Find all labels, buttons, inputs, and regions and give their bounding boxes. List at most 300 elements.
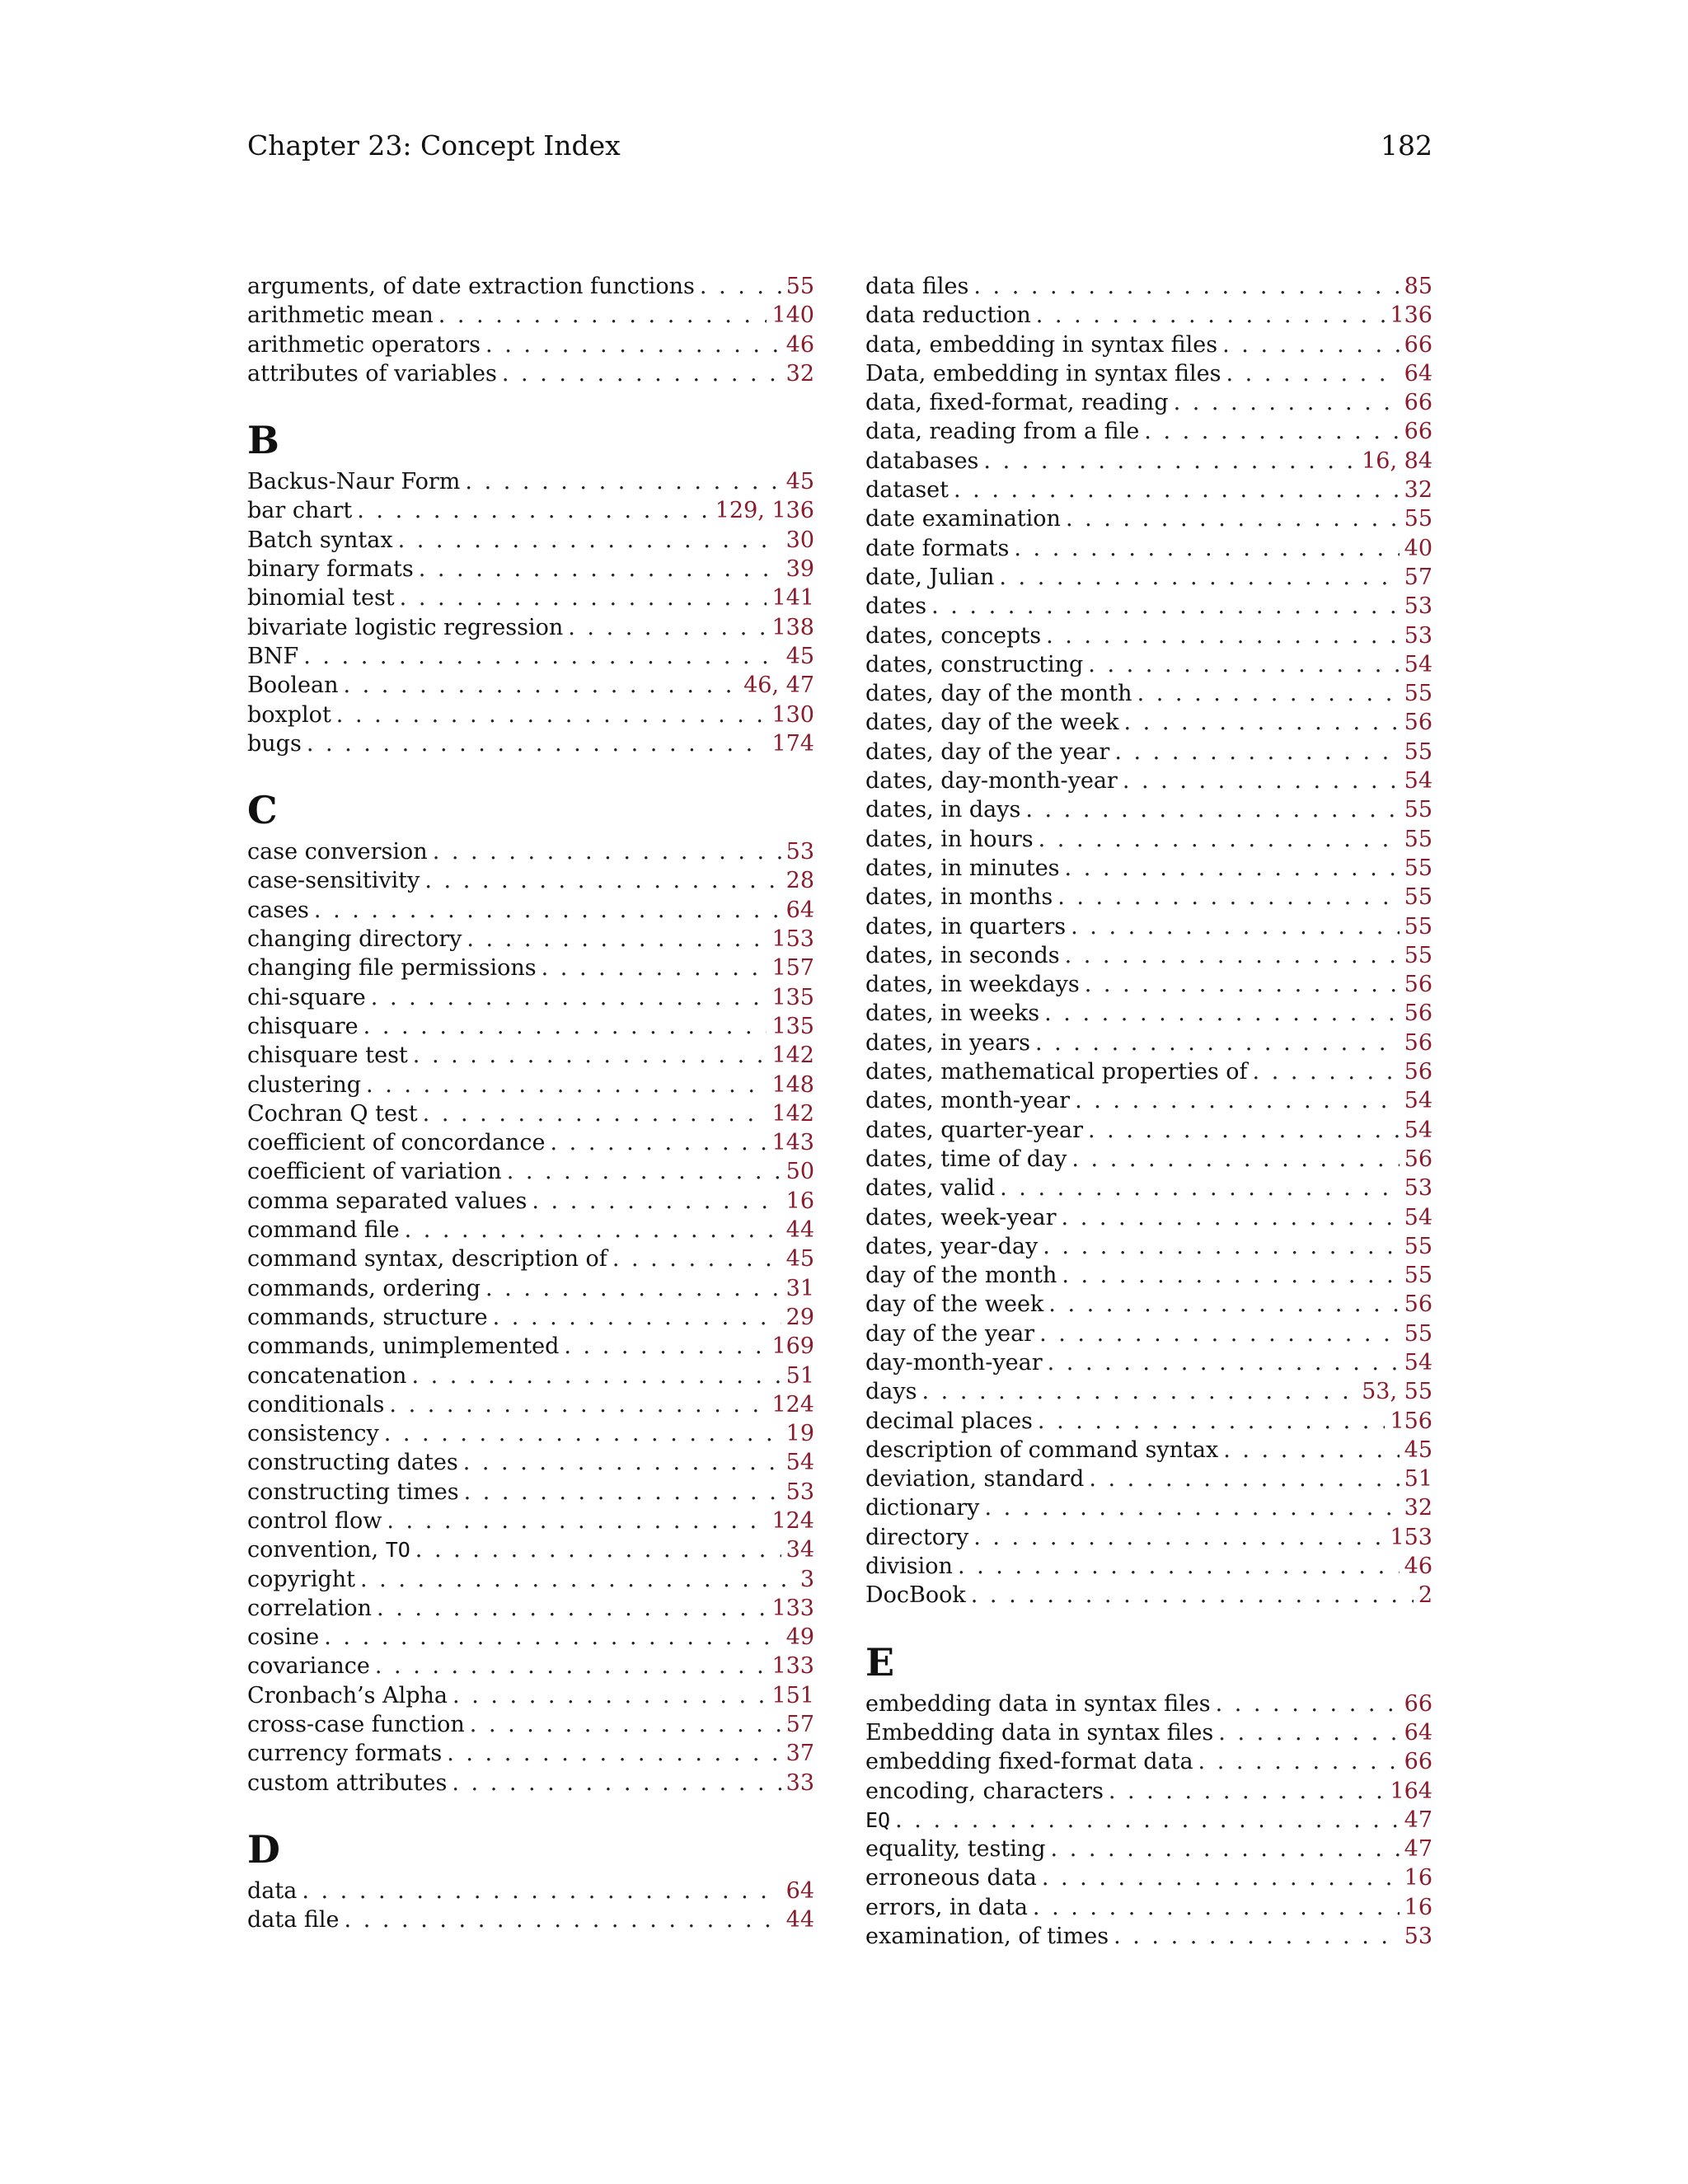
dot-leader (973, 1523, 1385, 1552)
page-refs (1404, 1465, 1432, 1493)
page-refs (786, 330, 814, 359)
index-letter-heading: E (865, 1639, 895, 1685)
page-refs (786, 1769, 814, 1797)
index-term: encoding, characters (865, 1778, 1104, 1804)
index-term: data file (247, 1907, 340, 1933)
page-refs (1404, 1552, 1432, 1581)
dot-leader (1088, 1116, 1400, 1145)
page-link[interactable]: 46 (743, 673, 772, 699)
index-entry (865, 1863, 1432, 1892)
page-link[interactable]: 16 (1404, 1894, 1432, 1920)
page-link[interactable]: 55 (1404, 506, 1432, 532)
page-refs (1404, 504, 1432, 533)
page-link[interactable]: 153 (1390, 1524, 1432, 1550)
page-link[interactable]: 133 (771, 1653, 814, 1680)
page-link[interactable]: 129 (715, 498, 758, 524)
page-link[interactable]: 16 (785, 1188, 814, 1214)
page-refs: 16, 84 (1362, 448, 1432, 474)
page-refs (786, 1419, 814, 1448)
index-entry (865, 1029, 1432, 1057)
page-link[interactable]: 55 (785, 274, 814, 299)
index-term: embedding data in syntax files (865, 1690, 1211, 1717)
index-entry (247, 1157, 814, 1186)
page-link[interactable]: 29 (785, 1304, 814, 1330)
index-term: date, Julian (865, 564, 995, 590)
dot-leader (366, 1071, 767, 1099)
page-refs (786, 1739, 814, 1768)
index-entry (247, 1187, 814, 1216)
page-link[interactable]: 19 (785, 1421, 814, 1447)
index-term: copyright (247, 1566, 355, 1592)
index-entry (247, 1565, 814, 1594)
page-refs: 46, 47 (743, 673, 814, 699)
index-entry (865, 738, 1432, 766)
page-refs (786, 896, 814, 925)
page-link[interactable]: 64 (1404, 360, 1432, 387)
index-term: dates, quarter-year (865, 1117, 1084, 1143)
index-entry (865, 941, 1432, 970)
page-link[interactable]: 47 (1404, 1836, 1432, 1863)
index-term: dates, time of day (865, 1146, 1067, 1172)
dot-leader (485, 1274, 781, 1303)
page-link[interactable]: 50 (785, 1159, 814, 1185)
index-term: dates, mathematical properties of (865, 1059, 1248, 1085)
page-header (247, 129, 1432, 162)
index-term: Embedding data in syntax files (865, 1719, 1214, 1746)
index-entry (247, 555, 814, 583)
index-entry (247, 1769, 814, 1797)
dot-leader (1114, 1922, 1400, 1951)
page-link[interactable]: 84 (1404, 448, 1432, 474)
page-link[interactable]: 64 (1404, 1719, 1432, 1746)
index-entry (247, 837, 814, 866)
dot-leader (1048, 1290, 1399, 1319)
dot-leader (1066, 504, 1400, 533)
index-term: cosine (247, 1624, 320, 1651)
page-refs (1404, 1086, 1432, 1115)
page-refs (800, 1565, 814, 1594)
index-entry (865, 504, 1432, 533)
dot-leader (363, 1012, 767, 1041)
index-term: custom attributes (247, 1769, 448, 1796)
dot-leader (423, 1099, 767, 1128)
page-link[interactable]: 136 (771, 498, 814, 524)
page-link[interactable]: 46 (785, 331, 814, 358)
index-entry (247, 496, 814, 525)
index-entry (865, 563, 1432, 592)
index-term: dates, in years (865, 1029, 1030, 1056)
page-refs: 53, 55 (1362, 1379, 1432, 1405)
page-link[interactable]: 66 (1404, 331, 1432, 358)
page-refs (771, 1041, 814, 1070)
page-link[interactable]: 55 (1404, 681, 1432, 707)
page-link[interactable]: 57 (785, 1712, 814, 1738)
page-link[interactable]: 32 (785, 360, 814, 387)
page-link[interactable]: 49 (785, 1624, 814, 1651)
dot-leader (467, 925, 767, 954)
dot-leader (389, 1390, 767, 1419)
page-link[interactable]: 51 (1404, 1466, 1432, 1493)
page-link[interactable]: 45 (785, 643, 814, 669)
dot-leader (542, 954, 767, 982)
page-refs (786, 1710, 814, 1739)
page-link[interactable]: 66 (1404, 390, 1432, 416)
page-link[interactable]: 28 (785, 868, 814, 894)
dot-leader (343, 671, 738, 700)
page-link[interactable]: 156 (1390, 1408, 1432, 1434)
page-refs (1404, 1718, 1432, 1747)
index-entry (247, 1739, 814, 1768)
index-term: cases (247, 897, 309, 923)
index-entry (865, 1436, 1432, 1465)
page-link[interactable]: 53 (785, 1479, 814, 1505)
page-refs (1404, 1290, 1432, 1319)
page-link[interactable]: 169 (771, 1333, 814, 1360)
page-link[interactable]: 46 (1404, 1554, 1432, 1580)
page-refs (1404, 970, 1432, 999)
dot-leader (1071, 1145, 1399, 1174)
page-link[interactable]: 56 (1404, 1146, 1432, 1172)
page-refs (786, 1877, 814, 1905)
page-link[interactable]: 3 (799, 1566, 814, 1592)
page-link[interactable]: 55 (1404, 826, 1432, 852)
page-refs (1404, 534, 1432, 563)
dot-leader (411, 1361, 781, 1390)
page-refs (1404, 766, 1432, 795)
index-term: changing directory (247, 926, 462, 953)
index-entry (865, 592, 1432, 621)
page-link[interactable]: 53 (1404, 593, 1432, 620)
index-term: comma separated values (247, 1188, 528, 1214)
page-link[interactable]: 54 (785, 1450, 814, 1476)
index-column-left (247, 272, 814, 1935)
index-term: currency formats (247, 1741, 443, 1767)
index-column-right (865, 272, 1432, 1951)
page-refs (1404, 1493, 1432, 1522)
page-link[interactable]: 140 (771, 302, 814, 329)
index-term: dictionary (865, 1495, 980, 1521)
index-term: dates, day of the month (865, 681, 1132, 707)
chapter-title: Chapter 23: Concept Index (247, 129, 621, 162)
page-refs (786, 1216, 814, 1244)
page-refs (1404, 1806, 1432, 1835)
page-refs (771, 925, 814, 954)
page-refs (1404, 1029, 1432, 1057)
page-refs (1404, 592, 1432, 621)
index-entry (865, 1690, 1432, 1718)
index-term: decimal places (865, 1408, 1033, 1434)
page-link[interactable]: 64 (785, 897, 814, 923)
page-link[interactable]: 53 (785, 839, 814, 865)
index-letter-heading: C (247, 788, 278, 833)
page-link[interactable]: 54 (1404, 768, 1432, 794)
page-refs (1390, 301, 1432, 330)
page-link[interactable]: 56 (1404, 1029, 1432, 1056)
index-entry (247, 1448, 814, 1477)
page-refs (786, 467, 814, 496)
page-link[interactable]: 142 (771, 1100, 814, 1127)
dot-leader (413, 1041, 767, 1070)
page-link[interactable]: 66 (1404, 1690, 1432, 1717)
page-link[interactable]: 55 (1404, 1263, 1432, 1289)
page-link[interactable]: 31 (785, 1275, 814, 1301)
page-link[interactable]: 124 (771, 1507, 814, 1534)
dot-leader (1088, 650, 1399, 679)
index-entry (865, 679, 1432, 708)
page-refs (1404, 1922, 1432, 1951)
index-entry (865, 1747, 1432, 1776)
dot-leader (971, 1581, 1414, 1610)
index-term: control flow (247, 1507, 382, 1534)
page-link[interactable]: 56 (1404, 1059, 1432, 1085)
page-link[interactable]: 53 (1404, 1924, 1432, 1950)
dot-leader (1033, 1893, 1400, 1922)
page-link[interactable]: 39 (785, 556, 814, 583)
page-link[interactable]: 55 (1404, 738, 1432, 765)
page-link[interactable]: 153 (771, 926, 814, 953)
index-entry (865, 1319, 1432, 1348)
index-term: attributes of variables (247, 360, 497, 387)
index-entry (247, 896, 814, 925)
index-entry (247, 642, 814, 671)
page-link[interactable]: 55 (1404, 884, 1432, 911)
page-link[interactable]: 53 (1404, 1175, 1432, 1202)
page-refs (786, 1303, 814, 1332)
page-link[interactable]: 56 (1404, 1001, 1432, 1027)
page-link[interactable]: 54 (1404, 1088, 1432, 1114)
dot-leader (463, 1448, 781, 1477)
page-link[interactable]: 56 (1404, 972, 1432, 998)
index-term: data, reading from a file (865, 419, 1140, 445)
index-term: arguments, of date extraction functions (247, 274, 695, 299)
page-refs (771, 1507, 814, 1535)
dot-leader (973, 272, 1399, 301)
index-entry (247, 613, 814, 642)
index-term: changing file permissions (247, 955, 537, 982)
dot-leader (1065, 854, 1400, 883)
page-link[interactable]: 136 (1390, 302, 1432, 329)
page-link[interactable]: 16 (1362, 448, 1390, 474)
index-entry (865, 1348, 1432, 1377)
index-term: dates, month-year (865, 1088, 1071, 1114)
page-refs (771, 583, 814, 612)
page-link[interactable]: 51 (785, 1362, 814, 1389)
page-number: 182 (1381, 129, 1432, 162)
index-entry (247, 1905, 814, 1934)
index-entry (247, 330, 814, 359)
dot-leader (1051, 1835, 1400, 1863)
page-link[interactable]: 151 (771, 1682, 814, 1708)
page-link[interactable]: 53 (1404, 622, 1432, 649)
page-refs (771, 1332, 814, 1361)
page-refs (1404, 621, 1432, 650)
page-link[interactable]: 40 (1404, 535, 1432, 561)
page-link[interactable]: 44 (785, 1907, 814, 1933)
page-link[interactable]: 55 (1404, 1320, 1432, 1347)
page-link[interactable]: 44 (785, 1217, 814, 1244)
page-refs (1404, 1145, 1432, 1174)
index-entry (247, 1071, 814, 1099)
index-term: Data, embedding in syntax files (865, 360, 1221, 387)
index-term: dates, in hours (865, 826, 1034, 852)
page-link[interactable]: 30 (785, 527, 814, 553)
dot-leader (375, 1652, 767, 1680)
index-entry (865, 1581, 1432, 1610)
dot-leader (464, 1478, 781, 1507)
index-term: covariance (247, 1653, 370, 1680)
dot-leader (999, 563, 1399, 592)
dot-leader (303, 642, 781, 671)
dot-leader (1042, 1863, 1400, 1892)
dot-leader (1226, 359, 1400, 388)
page-link[interactable]: 45 (785, 1246, 814, 1272)
page-link[interactable]: 85 (1404, 274, 1432, 299)
page-link[interactable]: 45 (1404, 1436, 1432, 1463)
dot-leader (1218, 1718, 1399, 1747)
page-link[interactable]: 47 (785, 673, 814, 699)
page-link[interactable]: 135 (771, 984, 814, 1010)
page-link[interactable]: 54 (1404, 1349, 1432, 1376)
dot-leader (1038, 1407, 1386, 1436)
dot-leader (371, 983, 767, 1012)
page-link[interactable]: 142 (771, 1043, 814, 1069)
page-link[interactable]: 64 (785, 1877, 814, 1904)
page-refs (786, 1623, 814, 1652)
index-term: binomial test (247, 585, 395, 612)
dot-leader (550, 1128, 767, 1157)
index-term: embedding fixed-format data (865, 1749, 1193, 1775)
page-link[interactable]: 56 (1404, 1291, 1432, 1318)
index-term-code: TO (385, 1538, 410, 1563)
page-link[interactable]: 33 (785, 1769, 814, 1796)
dot-leader (568, 613, 767, 642)
index-term: examination, of times (865, 1924, 1109, 1950)
page-refs (1404, 1116, 1432, 1145)
page-link[interactable]: 157 (771, 955, 814, 982)
index-entry (865, 534, 1432, 563)
dot-leader (314, 896, 781, 925)
page-link[interactable]: 148 (771, 1071, 814, 1098)
index-term: convention, TO (247, 1537, 410, 1563)
page-refs (786, 526, 814, 555)
dot-leader (564, 1332, 767, 1361)
page-link[interactable]: 45 (785, 469, 814, 495)
dot-leader (1000, 1174, 1400, 1202)
index-entry (247, 1361, 814, 1390)
index-term: dates, year-day (865, 1233, 1039, 1259)
index-entry (247, 1303, 814, 1332)
page-refs (771, 983, 814, 1012)
page-refs (786, 1244, 814, 1273)
page-link[interactable]: 55 (1404, 1379, 1432, 1405)
page-refs (771, 701, 814, 729)
page-link[interactable]: 54 (1404, 1117, 1432, 1143)
page-link[interactable]: 54 (1404, 1204, 1432, 1230)
index-term: Cochran Q test (247, 1100, 418, 1127)
index-term-code: EQ (865, 1807, 891, 1832)
page-link[interactable]: 53 (1362, 1379, 1390, 1405)
page-refs (1404, 912, 1432, 941)
dot-leader (983, 447, 1357, 476)
dot-leader (1062, 1203, 1400, 1232)
index-entry (865, 1145, 1432, 1174)
dot-leader (1025, 795, 1399, 824)
dot-leader (1062, 1261, 1399, 1290)
index-term: dates, in seconds (865, 942, 1060, 968)
page-link[interactable]: 54 (1404, 651, 1432, 677)
page-link[interactable]: 130 (771, 701, 814, 728)
page-link[interactable]: 143 (771, 1130, 814, 1156)
page-refs (771, 1390, 814, 1419)
index-term: consistency (247, 1421, 379, 1447)
index-term: case-sensitivity (247, 868, 420, 894)
page-link[interactable]: 164 (1390, 1778, 1432, 1804)
index-term: dates, in weekdays (865, 972, 1080, 998)
page-link[interactable]: 57 (1404, 564, 1432, 590)
index-term: data files (865, 274, 969, 299)
page-refs (771, 1071, 814, 1099)
page-link[interactable]: 55 (1404, 942, 1432, 968)
index-entry (247, 1681, 814, 1710)
index-entry (865, 1718, 1432, 1747)
dot-leader (465, 467, 781, 496)
page-link[interactable]: 138 (771, 614, 814, 640)
index-entry (865, 1493, 1432, 1522)
dot-leader (1216, 1690, 1400, 1718)
index-term: description of command syntax (865, 1436, 1219, 1463)
page-refs (771, 1012, 814, 1041)
page-link[interactable]: 141 (771, 585, 814, 612)
index-term: data, fixed-format, reading (865, 390, 1169, 416)
index-entry (865, 301, 1432, 330)
index-term: equality, testing (865, 1836, 1046, 1863)
page-refs (1404, 825, 1432, 854)
index-term: dates, constructing (865, 651, 1084, 677)
page-link[interactable]: 55 (1404, 1233, 1432, 1259)
page-refs (1390, 1523, 1432, 1552)
page-link[interactable]: 16 (1404, 1865, 1432, 1891)
index-entry (865, 1806, 1432, 1835)
page-link[interactable]: 135 (771, 1013, 814, 1039)
index-entry (865, 272, 1432, 301)
page-link[interactable]: 133 (771, 1595, 814, 1621)
index-term: commands, unimplemented (247, 1333, 560, 1360)
page-link[interactable]: 56 (1404, 710, 1432, 736)
page-link[interactable]: 32 (1404, 1495, 1432, 1521)
page-link[interactable]: 66 (1404, 419, 1432, 445)
page-link[interactable]: 66 (1404, 1749, 1432, 1775)
page-link[interactable]: 32 (1404, 477, 1432, 504)
index-entry (247, 1594, 814, 1623)
dot-leader (1048, 1348, 1400, 1377)
page-link[interactable]: 47 (1404, 1807, 1432, 1833)
page-link[interactable]: 37 (785, 1741, 814, 1767)
index-term: case conversion (247, 839, 428, 865)
page-link[interactable]: 34 (785, 1537, 814, 1563)
page-refs (786, 1535, 814, 1564)
page-link[interactable]: 55 (1404, 913, 1432, 940)
dot-leader (1253, 1057, 1400, 1086)
page-refs (1390, 1407, 1432, 1436)
page-link[interactable]: 55 (1404, 797, 1432, 823)
page-refs (1404, 1319, 1432, 1348)
page-refs (786, 1157, 814, 1186)
page-link[interactable]: 124 (771, 1391, 814, 1418)
page-link[interactable]: 2 (1418, 1582, 1432, 1609)
page-link[interactable]: 174 (771, 730, 814, 757)
page-refs (1404, 679, 1432, 708)
page-link[interactable]: 55 (1404, 855, 1432, 881)
